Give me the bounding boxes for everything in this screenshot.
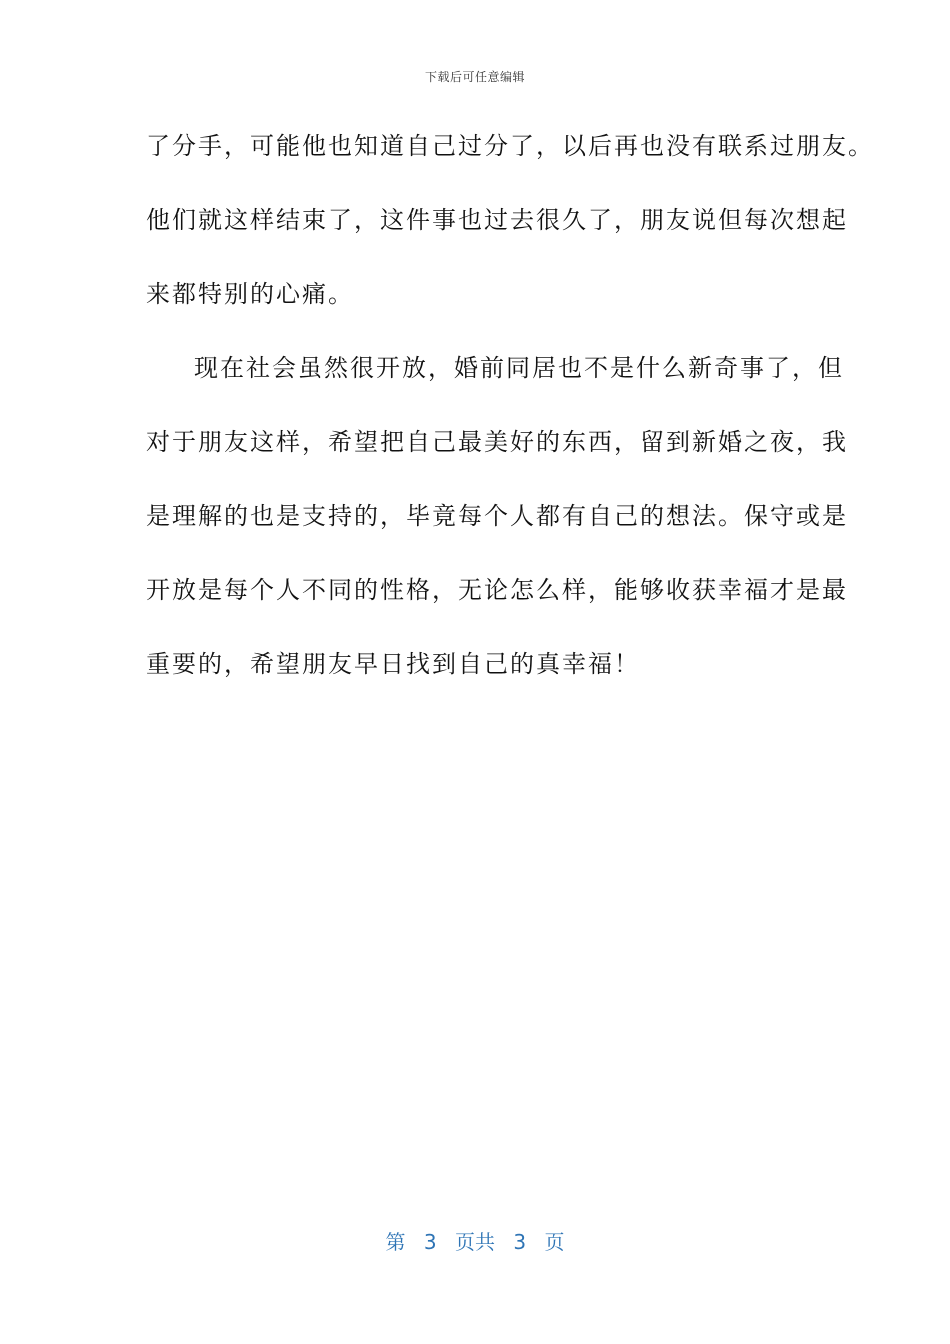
footer-suffix: 页 <box>544 1230 565 1254</box>
page-header <box>0 68 950 85</box>
paragraph-start-line: 现在社会虽然很开放，婚前同居也不是什么新奇事了，但 <box>194 354 844 382</box>
text-line: 开放是每个人不同的性格，无论怎么样，能够收获幸福才是最 <box>146 576 848 604</box>
footer-total-pages: 3 <box>513 1230 527 1254</box>
footer-prefix: 第 <box>385 1230 406 1254</box>
page-footer <box>0 1226 950 1255</box>
footer-middle: 页共 <box>455 1230 495 1254</box>
text-line: 对于朋友这样，希望把自己最美好的东西，留到新婚之夜，我 <box>146 428 848 456</box>
body-text <box>146 126 874 718</box>
text-line: 他们就这样结束了，这件事也过去很久了，朋友说但每次想起 <box>146 206 848 234</box>
header-note: 下载后可任意编辑 <box>424 70 525 84</box>
footer-current-page: 3 <box>423 1230 437 1254</box>
text-line: 来都特别的心痛。 <box>146 280 354 308</box>
text-line: 是理解的也是支持的，毕竟每个人都有自己的想法。保守或是 <box>146 502 848 530</box>
text-line: 重要的，希望朋友早日找到自己的真幸福！ <box>146 650 640 678</box>
text-line: 了分手，可能他也知道自己过分了，以后再也没有联系过朋友。 <box>146 132 874 160</box>
